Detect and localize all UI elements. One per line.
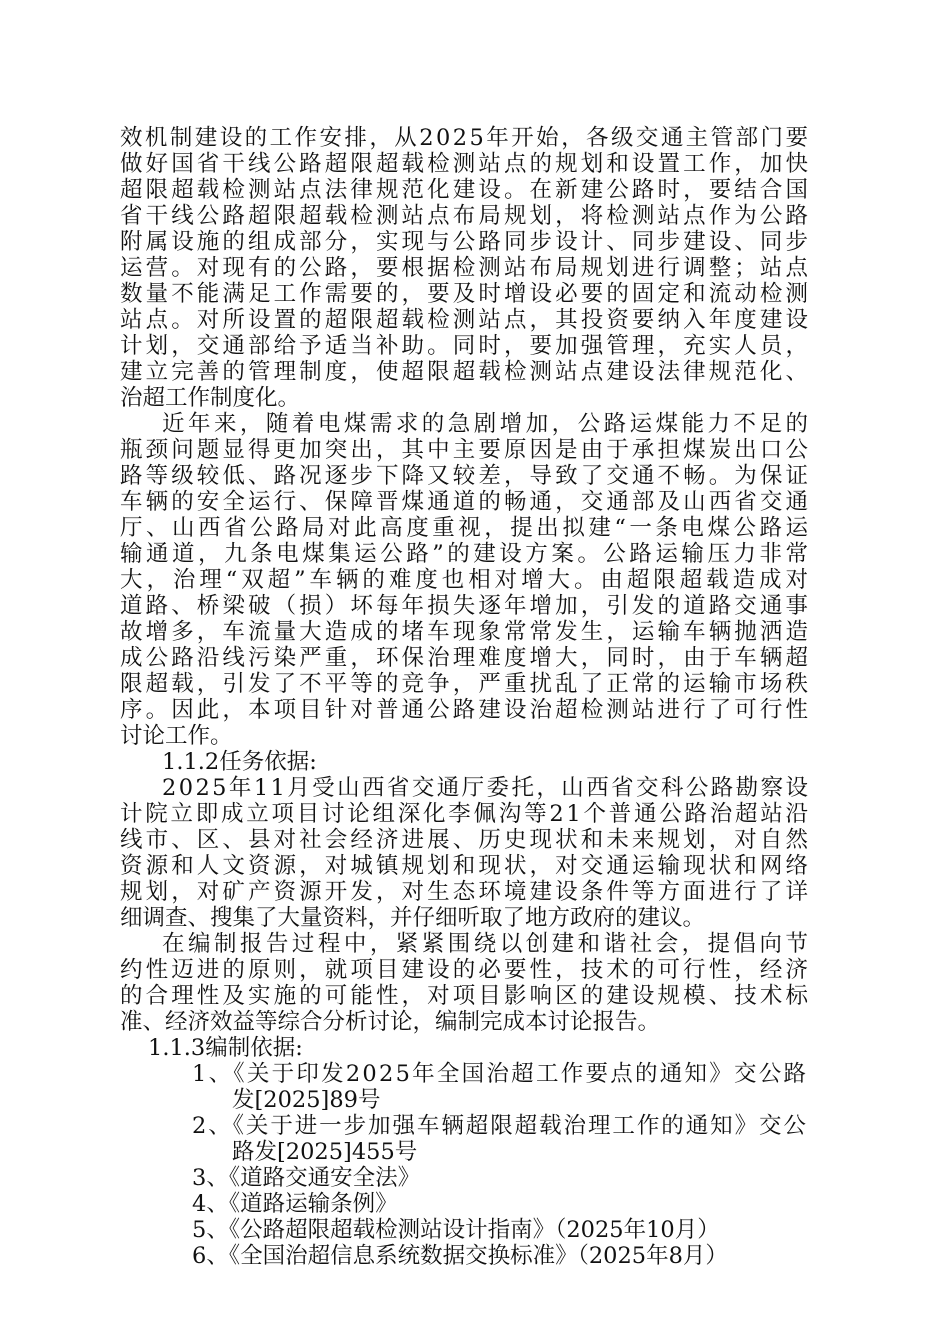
text-line: 车辆的安全运行、保障晋煤通道的畅通，交通部及山西省交通 xyxy=(120,489,812,515)
text-line: 5、《公路超限超载检测站设计指南》（2025年10月） xyxy=(192,1217,720,1243)
text-line: 路等级较低、路况逐步下降又较差，导致了交通不畅。为保证 xyxy=(120,463,812,489)
text-line: 成公路沿线污染严重，环保治理难度增大，同时，由于车辆超 xyxy=(120,645,812,671)
text-line: 限超载，引发了不平等的竞争，严重扰乱了正常的运输市场秩 xyxy=(120,671,812,697)
text-line: 输通道，九条电煤集运公路”的建设方案。公路运输压力非常 xyxy=(120,541,812,567)
text-line: 2、《关于进一步加强车辆超限超载治理工作的通知》交公 xyxy=(192,1113,808,1139)
text-line: 6、《全国治超信息系统数据交换标准》（2025年8月） xyxy=(192,1243,728,1269)
text-line: 运营。对现有的公路，要根据检测站布局规划进行调整；站点 xyxy=(120,255,812,281)
text-line: 细调查、搜集了大量资料，并仔细听取了地方政府的建议。 xyxy=(120,905,706,931)
text-line: 治超工作制度化。 xyxy=(120,385,301,411)
text-line: 规划，对矿产资源开发，对生态环境建设条件等方面进行了详 xyxy=(120,879,812,905)
text-line: 计划，交通部给予适当补助。同时，要加强管理，充实人员， xyxy=(120,333,812,359)
text-line: 道路、桥梁破（损）坏每年损失逐年增加，引发的道路交通事 xyxy=(120,593,812,619)
text-line: 站点。对所设置的超限超载检测站点，其投资要纳入年度建设 xyxy=(120,307,812,333)
text-line: 厅、山西省公路局对此高度重视，提出拟建“一条电煤公路运 xyxy=(120,515,812,541)
text-line: 4、《道路运输条例》 xyxy=(192,1191,398,1217)
text-line: 大，治理“双超”车辆的难度也相对增大。由超限超载造成对 xyxy=(120,567,812,593)
text-line: 建立完善的管理制度，使超限超载检测站点建设法律规范化、 xyxy=(120,359,812,385)
text-line: 1.1.3编制依据: xyxy=(148,1035,303,1061)
text-line: 发[2025]89号 xyxy=(232,1087,381,1113)
text-line: 数量不能满足工作需要的，要及时增设必要的固定和流动检测 xyxy=(120,281,812,307)
text-line: 2025年11月受山西省交通厅委托，山西省交科公路勘察设 xyxy=(162,775,811,801)
text-line: 做好国省干线公路超限超载检测站点的规划和设置工作，加快 xyxy=(120,151,812,177)
text-line: 线市、区、县对社会经济进展、历史现状和未来规划，对自然 xyxy=(120,827,812,853)
text-line: 1.1.2任务依据: xyxy=(162,749,317,775)
text-line: 附属设施的组成部分，实现与公路同步设计、同步建设、同步 xyxy=(120,229,812,255)
text-line: 约性迈进的原则，就项目建设的必要性，技术的可行性，经济 xyxy=(120,957,812,983)
text-line: 的合理性及实施的可能性，对项目影响区的建设规模、技术标 xyxy=(120,983,812,1009)
text-line: 近年来，随着电煤需求的急剧增加，公路运煤能力不足的 xyxy=(162,411,812,437)
text-line: 超限超载检测站点法律规范化建设。在新建公路时，要结合国 xyxy=(120,177,812,203)
text-line: 计院立即成立项目讨论组深化李佩沟等21个普通公路治超站沿 xyxy=(120,801,811,827)
text-line: 瓶颈问题显得更加突出，其中主要原因是由于承担煤炭出口公 xyxy=(120,437,812,463)
text-line: 1、《关于印发2025年全国治超工作要点的通知》交公路 xyxy=(192,1061,809,1087)
text-line: 序。因此，本项目针对普通公路建设治超检测站进行了可行性 xyxy=(120,697,812,723)
text-line: 3、《道路交通安全法》 xyxy=(192,1165,421,1191)
text-line: 省干线公路超限超载检测站点布局规划，将检测站点作为公路 xyxy=(120,203,812,229)
text-line: 路发[2025]455号 xyxy=(232,1139,418,1165)
text-line: 在编制报告过程中，紧紧围绕以创建和谐社会，提倡向节 xyxy=(162,931,812,957)
text-line: 故增多，车流量大造成的堵车现象常常发生，运输车辆抛洒造 xyxy=(120,619,812,645)
text-line: 讨论工作。 xyxy=(120,723,233,749)
text-line: 效机制建设的工作安排，从2025年开始，各级交通主管部门要 xyxy=(120,125,811,151)
text-line: 资源和人文资源，对城镇规划和现状，对交通运输现状和网络 xyxy=(120,853,812,879)
text-line: 准、经济效益等综合分析讨论，编制完成本讨论报告。 xyxy=(120,1009,661,1035)
